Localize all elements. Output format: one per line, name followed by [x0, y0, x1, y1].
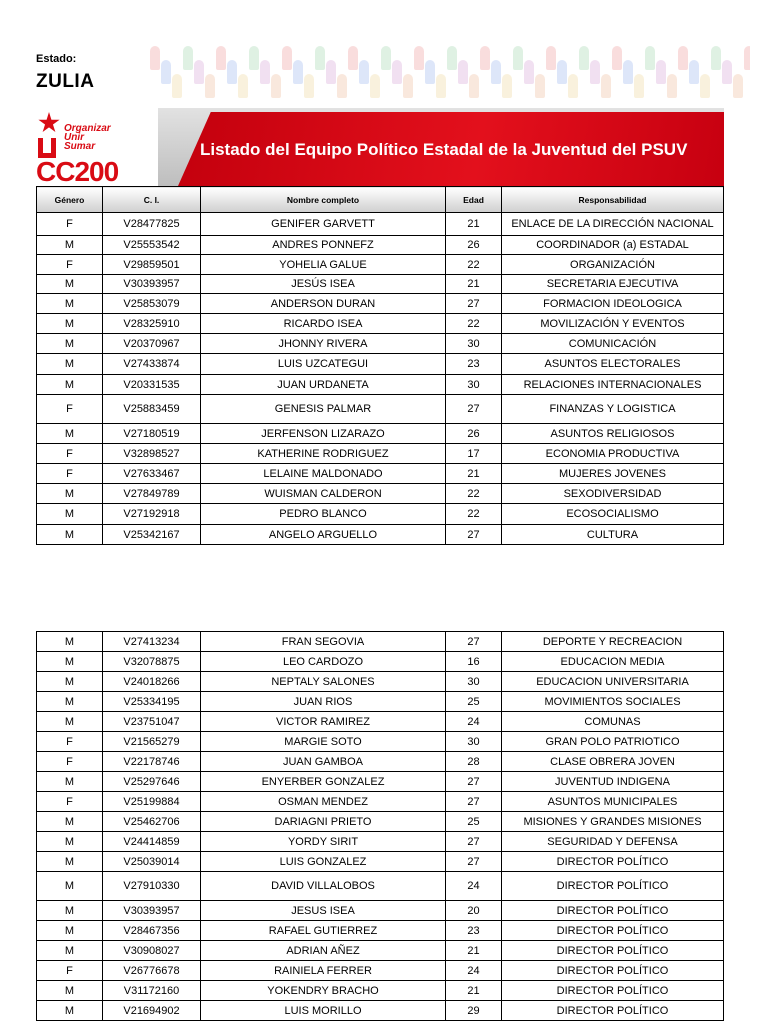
cell-edad: 21 — [446, 213, 502, 236]
cc200-logo — [36, 112, 156, 188]
cell-genero: M — [37, 941, 103, 961]
cell-genero: M — [37, 772, 103, 792]
team-table-part-2 — [36, 631, 724, 1021]
table-row — [37, 732, 724, 752]
person-silhouette — [447, 46, 457, 70]
person-silhouette — [348, 46, 358, 70]
cell-nombre: LUIS GONZALEZ — [201, 852, 446, 872]
cell-genero: M — [37, 424, 103, 444]
cell-edad: 26 — [446, 424, 502, 444]
person-silhouette — [304, 74, 314, 98]
table-row — [37, 395, 724, 424]
person-silhouette — [744, 46, 750, 70]
table-row — [37, 832, 724, 852]
cell-ci: V28467356 — [103, 921, 201, 941]
table-row — [37, 632, 724, 652]
cell-responsabilidad: CLASE OBRERA JOVEN — [502, 752, 724, 772]
cell-nombre: LELAINE MALDONADO — [201, 464, 446, 484]
cell-edad: 26 — [446, 236, 502, 255]
person-silhouette — [392, 60, 402, 84]
table-row — [37, 712, 724, 732]
person-silhouette — [722, 60, 732, 84]
cell-ci: V25297646 — [103, 772, 201, 792]
cell-ci: V27633467 — [103, 464, 201, 484]
cell-ci: V30393957 — [103, 901, 201, 921]
cell-genero: M — [37, 354, 103, 375]
table-row — [37, 752, 724, 772]
person-silhouette — [205, 74, 215, 98]
cell-ci: V32898527 — [103, 444, 201, 464]
cell-nombre: LUIS MORILLO — [201, 1001, 446, 1021]
table-row — [37, 236, 724, 255]
cell-edad: 27 — [446, 852, 502, 872]
cell-edad: 25 — [446, 692, 502, 712]
table-row — [37, 255, 724, 275]
cell-genero: F — [37, 732, 103, 752]
cell-ci: V20331535 — [103, 375, 201, 395]
person-silhouette — [590, 60, 600, 84]
cell-edad: 23 — [446, 354, 502, 375]
table-row — [37, 852, 724, 872]
table-row — [37, 672, 724, 692]
table-row — [37, 981, 724, 1001]
cell-responsabilidad: COMUNAS — [502, 712, 724, 732]
cell-ci: V32078875 — [103, 652, 201, 672]
cell-genero: M — [37, 812, 103, 832]
person-silhouette — [579, 46, 589, 70]
cell-responsabilidad: MUJERES JOVENES — [502, 464, 724, 484]
person-silhouette — [381, 46, 391, 70]
cell-responsabilidad: ASUNTOS MUNICIPALES — [502, 792, 724, 812]
person-silhouette — [557, 60, 567, 84]
cell-nombre: ENYERBER GONZALEZ — [201, 772, 446, 792]
person-silhouette — [645, 46, 655, 70]
table-row — [37, 504, 724, 525]
cell-responsabilidad: ECOSOCIALISMO — [502, 504, 724, 525]
cell-responsabilidad: CULTURA — [502, 525, 724, 545]
cell-nombre: YORDY SIRIT — [201, 832, 446, 852]
cell-genero: M — [37, 981, 103, 1001]
cell-nombre: GENESIS PALMAR — [201, 395, 446, 424]
table-row — [37, 213, 724, 236]
table-row — [37, 525, 724, 545]
estado-value: ZULIA — [36, 71, 95, 92]
cell-ci: V27413234 — [103, 632, 201, 652]
cell-edad: 24 — [446, 872, 502, 901]
person-silhouette — [601, 74, 611, 98]
cell-edad: 27 — [446, 525, 502, 545]
table-row — [37, 424, 724, 444]
cell-edad: 22 — [446, 255, 502, 275]
cell-ci: V25853079 — [103, 294, 201, 314]
cell-ci: V20370967 — [103, 334, 201, 354]
cell-ci: V25883459 — [103, 395, 201, 424]
cell-genero: F — [37, 213, 103, 236]
table-row — [37, 872, 724, 901]
cell-nombre: JESÚS ISEA — [201, 275, 446, 294]
header-nombre: Nombre completo — [201, 187, 446, 213]
person-silhouette — [172, 74, 182, 98]
cell-responsabilidad: DIRECTOR POLÍTICO — [502, 852, 724, 872]
cell-ci: V27849789 — [103, 484, 201, 504]
cell-responsabilidad: DIRECTOR POLÍTICO — [502, 901, 724, 921]
cell-genero: M — [37, 652, 103, 672]
table-row — [37, 354, 724, 375]
cell-genero: F — [37, 961, 103, 981]
cell-edad: 30 — [446, 732, 502, 752]
table-row — [37, 444, 724, 464]
cell-responsabilidad: SEXODIVERSIDAD — [502, 484, 724, 504]
header-ci: C. I. — [103, 187, 201, 213]
person-silhouette — [491, 60, 501, 84]
cell-edad: 21 — [446, 981, 502, 1001]
cell-nombre: JESUS ISEA — [201, 901, 446, 921]
cell-genero: M — [37, 901, 103, 921]
table-row — [37, 334, 724, 354]
cell-ci: V28477825 — [103, 213, 201, 236]
table-row — [37, 921, 724, 941]
cell-ci: V27192918 — [103, 504, 201, 525]
cell-edad: 21 — [446, 464, 502, 484]
cell-ci: V25462706 — [103, 812, 201, 832]
cell-edad: 21 — [446, 275, 502, 294]
cell-genero: M — [37, 632, 103, 652]
person-silhouette — [513, 46, 523, 70]
cell-nombre: ANDERSON DURAN — [201, 294, 446, 314]
person-silhouette — [656, 60, 666, 84]
cell-responsabilidad: EDUCACION MEDIA — [502, 652, 724, 672]
cell-responsabilidad: COORDINADOR (a) ESTADAL — [502, 236, 724, 255]
cell-edad: 22 — [446, 484, 502, 504]
cell-nombre: RAFAEL GUTIERREZ — [201, 921, 446, 941]
cell-genero: F — [37, 752, 103, 772]
person-silhouette — [326, 60, 336, 84]
table-row — [37, 314, 724, 334]
cell-edad: 30 — [446, 375, 502, 395]
cell-nombre: YOKENDRY BRACHO — [201, 981, 446, 1001]
cell-genero: M — [37, 275, 103, 294]
cell-nombre: RICARDO ISEA — [201, 314, 446, 334]
cell-edad: 29 — [446, 1001, 502, 1021]
cell-ci: V27910330 — [103, 872, 201, 901]
person-silhouette — [183, 46, 193, 70]
cell-responsabilidad: JUVENTUD INDIGENA — [502, 772, 724, 792]
cell-genero: M — [37, 692, 103, 712]
cell-ci: V21694902 — [103, 1001, 201, 1021]
cell-responsabilidad: FORMACION IDEOLOGICA — [502, 294, 724, 314]
cell-ci: V23751047 — [103, 712, 201, 732]
person-silhouette — [568, 74, 578, 98]
person-silhouette — [546, 46, 556, 70]
cell-ci: V25039014 — [103, 852, 201, 872]
cell-ci: V26776678 — [103, 961, 201, 981]
person-silhouette — [414, 46, 424, 70]
person-silhouette — [238, 74, 248, 98]
cell-ci: V21565279 — [103, 732, 201, 752]
cell-ci: V29859501 — [103, 255, 201, 275]
cell-responsabilidad: MISIONES Y GRANDES MISIONES — [502, 812, 724, 832]
cell-nombre: ADRIAN AÑEZ — [201, 941, 446, 961]
table-header-row — [37, 187, 724, 213]
banner-title: Listado del Equipo Político Estadal de la Juventud del PSUV — [200, 140, 688, 159]
person-silhouette — [469, 74, 479, 98]
table-row — [37, 464, 724, 484]
person-silhouette — [194, 60, 204, 84]
cell-responsabilidad: DIRECTOR POLÍTICO — [502, 941, 724, 961]
table-row — [37, 275, 724, 294]
cell-edad: 27 — [446, 395, 502, 424]
table-row — [37, 375, 724, 395]
cell-responsabilidad: MOVILIZACIÓN Y EVENTOS — [502, 314, 724, 334]
cell-responsabilidad: ORGANIZACIÓN — [502, 255, 724, 275]
cell-nombre: DARIAGNI PRIETO — [201, 812, 446, 832]
cell-ci: V25553542 — [103, 236, 201, 255]
person-silhouette — [403, 74, 413, 98]
cell-responsabilidad: EDUCACION UNIVERSITARIA — [502, 672, 724, 692]
person-silhouette — [227, 60, 237, 84]
cell-genero: F — [37, 444, 103, 464]
person-silhouette — [634, 74, 644, 98]
cell-responsabilidad: ASUNTOS ELECTORALES — [502, 354, 724, 375]
person-silhouette — [150, 46, 160, 70]
cell-nombre: JUAN URDANETA — [201, 375, 446, 395]
cell-nombre: FRAN SEGOVIA — [201, 632, 446, 652]
table-row — [37, 652, 724, 672]
cell-responsabilidad: DIRECTOR POLÍTICO — [502, 1001, 724, 1021]
cell-edad: 27 — [446, 772, 502, 792]
cell-ci: V22178746 — [103, 752, 201, 772]
cell-nombre: PEDRO BLANCO — [201, 504, 446, 525]
cell-genero: M — [37, 1001, 103, 1021]
person-silhouette — [502, 74, 512, 98]
cell-responsabilidad: ASUNTOS RELIGIOSOS — [502, 424, 724, 444]
cell-ci: V27180519 — [103, 424, 201, 444]
cell-nombre: JUAN GAMBOA — [201, 752, 446, 772]
person-silhouette — [535, 74, 545, 98]
table-row — [37, 1001, 724, 1021]
cell-nombre: YOHELIA GALUE — [201, 255, 446, 275]
person-silhouette — [359, 60, 369, 84]
cell-edad: 22 — [446, 314, 502, 334]
logo-word-unir: Unir — [64, 132, 84, 143]
cell-nombre: GENIFER GARVETT — [201, 213, 446, 236]
cell-nombre: VICTOR RAMIREZ — [201, 712, 446, 732]
cell-genero: M — [37, 712, 103, 732]
cell-genero: M — [37, 294, 103, 314]
cell-nombre: LEO CARDOZO — [201, 652, 446, 672]
cell-ci: V31172160 — [103, 981, 201, 1001]
cell-genero: M — [37, 334, 103, 354]
cell-responsabilidad: DEPORTE Y RECREACION — [502, 632, 724, 652]
estado-label: Estado: — [36, 53, 77, 65]
cell-edad: 27 — [446, 294, 502, 314]
person-silhouette — [161, 60, 171, 84]
team-table-part-1 — [36, 186, 724, 545]
header-genero: Género — [37, 187, 103, 213]
cell-edad: 27 — [446, 632, 502, 652]
cell-genero: M — [37, 525, 103, 545]
cell-edad: 27 — [446, 792, 502, 812]
person-silhouette — [370, 74, 380, 98]
table-row — [37, 792, 724, 812]
cell-responsabilidad: SECRETARIA EJECUTIVA — [502, 275, 724, 294]
person-silhouette — [524, 60, 534, 84]
cell-nombre: NEPTALY SALONES — [201, 672, 446, 692]
cell-ci: V30908027 — [103, 941, 201, 961]
cell-nombre: LUIS UZCATEGUI — [201, 354, 446, 375]
cell-responsabilidad: COMUNICACIÓN — [502, 334, 724, 354]
cell-genero: M — [37, 921, 103, 941]
person-silhouette — [480, 46, 490, 70]
cell-genero: M — [37, 852, 103, 872]
cell-responsabilidad: DIRECTOR POLÍTICO — [502, 981, 724, 1001]
cell-genero: M — [37, 872, 103, 901]
cell-ci: V24414859 — [103, 832, 201, 852]
cell-genero: F — [37, 255, 103, 275]
cell-edad: 24 — [446, 712, 502, 732]
cell-ci: V25199884 — [103, 792, 201, 812]
cell-responsabilidad: RELACIONES INTERNACIONALES — [502, 375, 724, 395]
cell-responsabilidad: DIRECTOR POLÍTICO — [502, 961, 724, 981]
table-row — [37, 901, 724, 921]
person-silhouette — [667, 74, 677, 98]
cell-nombre: JERFENSON LIZARAZO — [201, 424, 446, 444]
cell-edad: 28 — [446, 752, 502, 772]
person-silhouette — [249, 46, 259, 70]
cell-responsabilidad: SEGURIDAD Y DEFENSA — [502, 832, 724, 852]
cell-edad: 20 — [446, 901, 502, 921]
cell-genero: F — [37, 464, 103, 484]
table-row — [37, 294, 724, 314]
cell-ci: V27433874 — [103, 354, 201, 375]
cell-ci: V28325910 — [103, 314, 201, 334]
table-row — [37, 772, 724, 792]
person-silhouette — [425, 60, 435, 84]
person-silhouette — [436, 74, 446, 98]
cell-nombre: OSMAN MENDEZ — [201, 792, 446, 812]
logo-word-organizar: Organizar — [64, 123, 111, 134]
person-silhouette — [282, 46, 292, 70]
logo-word-sumar: Sumar — [64, 141, 96, 152]
cell-edad: 24 — [446, 961, 502, 981]
person-silhouette — [271, 74, 281, 98]
cell-nombre: MARGIE SOTO — [201, 732, 446, 752]
header-responsabilidad: Responsabilidad — [502, 187, 724, 213]
cell-responsabilidad: DIRECTOR POLÍTICO — [502, 872, 724, 901]
logo-brand: CC200 — [36, 156, 119, 187]
cell-edad: 22 — [446, 504, 502, 525]
person-silhouette — [216, 46, 226, 70]
cell-responsabilidad: GRAN POLO PATRIOTICO — [502, 732, 724, 752]
cell-genero: M — [37, 314, 103, 334]
person-silhouette — [733, 74, 743, 98]
star-icon — [38, 112, 60, 134]
person-silhouette — [337, 74, 347, 98]
cell-edad: 30 — [446, 672, 502, 692]
cell-nombre: WUISMAN CALDERON — [201, 484, 446, 504]
person-silhouette — [678, 46, 688, 70]
person-silhouette — [315, 46, 325, 70]
cell-nombre: KATHERINE RODRIGUEZ — [201, 444, 446, 464]
cell-ci: V25334195 — [103, 692, 201, 712]
cell-responsabilidad: MOVIMIENTOS SOCIALES — [502, 692, 724, 712]
cell-edad: 30 — [446, 334, 502, 354]
cell-genero: M — [37, 484, 103, 504]
cell-ci: V25342167 — [103, 525, 201, 545]
cell-nombre: JHONNY RIVERA — [201, 334, 446, 354]
logo-words — [64, 124, 111, 151]
table-row — [37, 692, 724, 712]
cell-genero: M — [37, 672, 103, 692]
cell-genero: F — [37, 395, 103, 424]
header-edad: Edad — [446, 187, 502, 213]
table-row — [37, 484, 724, 504]
cell-genero: M — [37, 504, 103, 525]
cell-genero: M — [37, 832, 103, 852]
background-people-pattern — [150, 40, 750, 110]
cell-edad: 17 — [446, 444, 502, 464]
cell-edad: 23 — [446, 921, 502, 941]
cell-ci: V24018266 — [103, 672, 201, 692]
cell-responsabilidad: ENLACE DE LA DIRECCIÓN NACIONAL — [502, 213, 724, 236]
table-row — [37, 961, 724, 981]
person-silhouette — [612, 46, 622, 70]
person-silhouette — [689, 60, 699, 84]
cell-nombre: ANGELO ARGUELLO — [201, 525, 446, 545]
cell-genero: M — [37, 375, 103, 395]
u-shape-icon — [38, 138, 56, 158]
cell-genero: F — [37, 792, 103, 812]
cell-edad: 16 — [446, 652, 502, 672]
person-silhouette — [293, 60, 303, 84]
cell-nombre: JUAN RIOS — [201, 692, 446, 712]
cell-edad: 25 — [446, 812, 502, 832]
person-silhouette — [700, 74, 710, 98]
cell-edad: 21 — [446, 941, 502, 961]
person-silhouette — [260, 60, 270, 84]
cell-responsabilidad: DIRECTOR POLÍTICO — [502, 921, 724, 941]
cell-ci: V30393957 — [103, 275, 201, 294]
cell-nombre: ANDRES PONNEFZ — [201, 236, 446, 255]
cell-responsabilidad: ECONOMIA PRODUCTIVA — [502, 444, 724, 464]
cell-nombre: RAINIELA FERRER — [201, 961, 446, 981]
person-silhouette — [458, 60, 468, 84]
table-row — [37, 812, 724, 832]
cell-responsabilidad: FINANZAS Y LOGISTICA — [502, 395, 724, 424]
person-silhouette — [623, 60, 633, 84]
table-row — [37, 941, 724, 961]
cell-genero: M — [37, 236, 103, 255]
cell-edad: 27 — [446, 832, 502, 852]
cell-nombre: DAVID VILLALOBOS — [201, 872, 446, 901]
person-silhouette — [711, 46, 721, 70]
